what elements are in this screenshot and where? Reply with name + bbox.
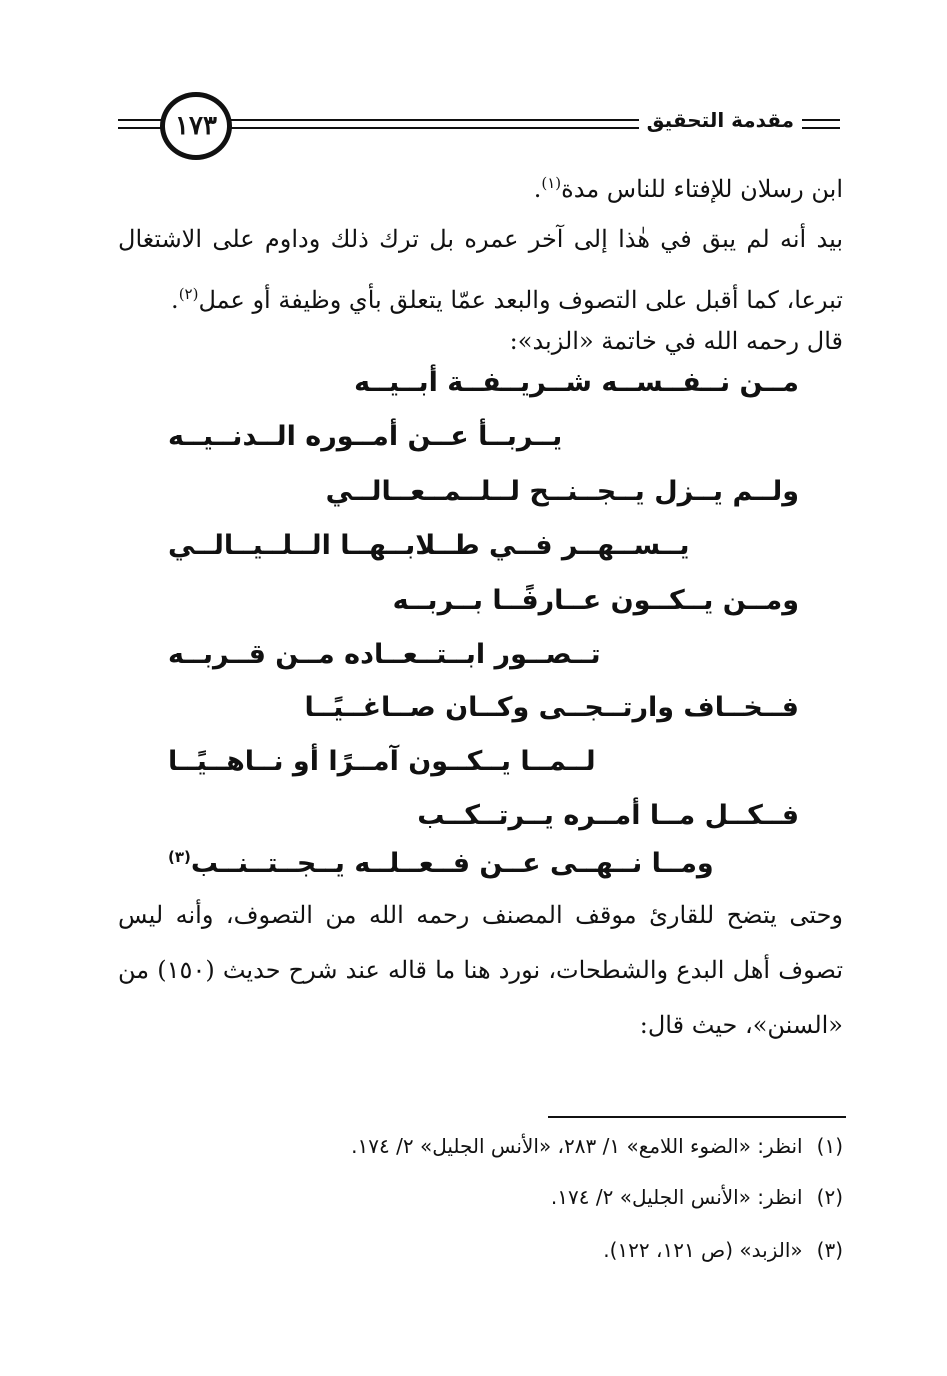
- verse-line: فــخــاف وارتــجــى وكــان صــاغــيًــا: [304, 692, 799, 723]
- footnote-text: انظر: «الأنس الجليل» ٢/ ١٧٤.: [550, 1185, 803, 1209]
- footnote-number: (١): [816, 1134, 843, 1158]
- verse-line: ومــن يــكــون عــارفًــا بــربــه: [392, 585, 799, 616]
- footnote-ref-1: (١): [541, 174, 562, 192]
- footnote: [551, 1185, 843, 1209]
- verse-line: مــن نــفــســه شــريــفــة أبــيــه: [354, 367, 799, 398]
- page-number: ١٧٣: [175, 111, 217, 141]
- header-rule-left-2: [118, 127, 166, 129]
- page-header: [118, 88, 840, 166]
- section-title: مقدمة التحقيق: [639, 108, 802, 132]
- paragraph-2-text: بيد أنه لم يبق في هٰذا إلى آخر عمره بل ترك ذلك وداوم على الاشتغال تبرعا، كما أقبل على التصوف والبعد عمّا يتعلق بأي وظيفة أو عمل: [118, 225, 843, 314]
- verse-line: يــســهــر فــي طــلابــهــا الــلــيــالــي: [168, 530, 690, 561]
- paragraph-2-end: .: [171, 286, 179, 314]
- footnote-separator: [548, 1116, 846, 1118]
- footnote-ref-3: (٣): [168, 848, 191, 866]
- footnote: [351, 1134, 843, 1158]
- page-number-circle: [160, 92, 232, 160]
- header-rule-left: [118, 119, 166, 121]
- paragraph-1-text: ابن رسلان للإفتاء للناس مدة: [561, 175, 843, 203]
- paragraph-3: وحتى يتضح للقارئ موقف المصنف رحمه الله من التصوف، وأنه ليس تصوف أهل البدع والشطحات، نورد هنا ما قاله عند شرح حديث (١٥٠) من «السنن»، حيث قال:: [118, 901, 844, 1039]
- footnote-text: «الزبد» (ص ١٢١، ١٢٢).: [603, 1238, 803, 1262]
- verse-line: فــكــل مــا أمــره يــرتــكــب: [417, 800, 799, 831]
- footnote-text: انظر: «الضوء اللامع» ١/ ٢٨٣، «الأنس الجليل» ٢/ ١٧٤.: [351, 1134, 803, 1158]
- verse-line: لــمــا يــكــون آمــرًا أو نــاهــيًــا: [168, 746, 596, 777]
- paragraph-1-end: .: [533, 175, 542, 203]
- footnote-number: (٣): [816, 1238, 843, 1262]
- paragraph-1: [118, 156, 843, 217]
- verse-line: يــربــأ عــن أمــوره الــدنــيــه: [168, 421, 563, 452]
- verse-line-last: [168, 848, 714, 879]
- footnote-ref-2: (٢): [178, 285, 199, 303]
- paragraph-2: [118, 212, 843, 328]
- footnote: [603, 1238, 843, 1262]
- verse-line: تــصــور ابــتــعــاده مــن قــربــه: [168, 639, 601, 670]
- verse-last-text: ومــا نــهــى عــن فــعــلــه يــجــتــنــب: [190, 848, 714, 879]
- footnote-number: (٢): [816, 1185, 843, 1209]
- verse-intro: قال رحمه الله في خاتمة «الزبد»:: [509, 327, 843, 355]
- verse-line: ولــم يــزل يــجــنــح لــلــمــعــالــي: [325, 476, 799, 507]
